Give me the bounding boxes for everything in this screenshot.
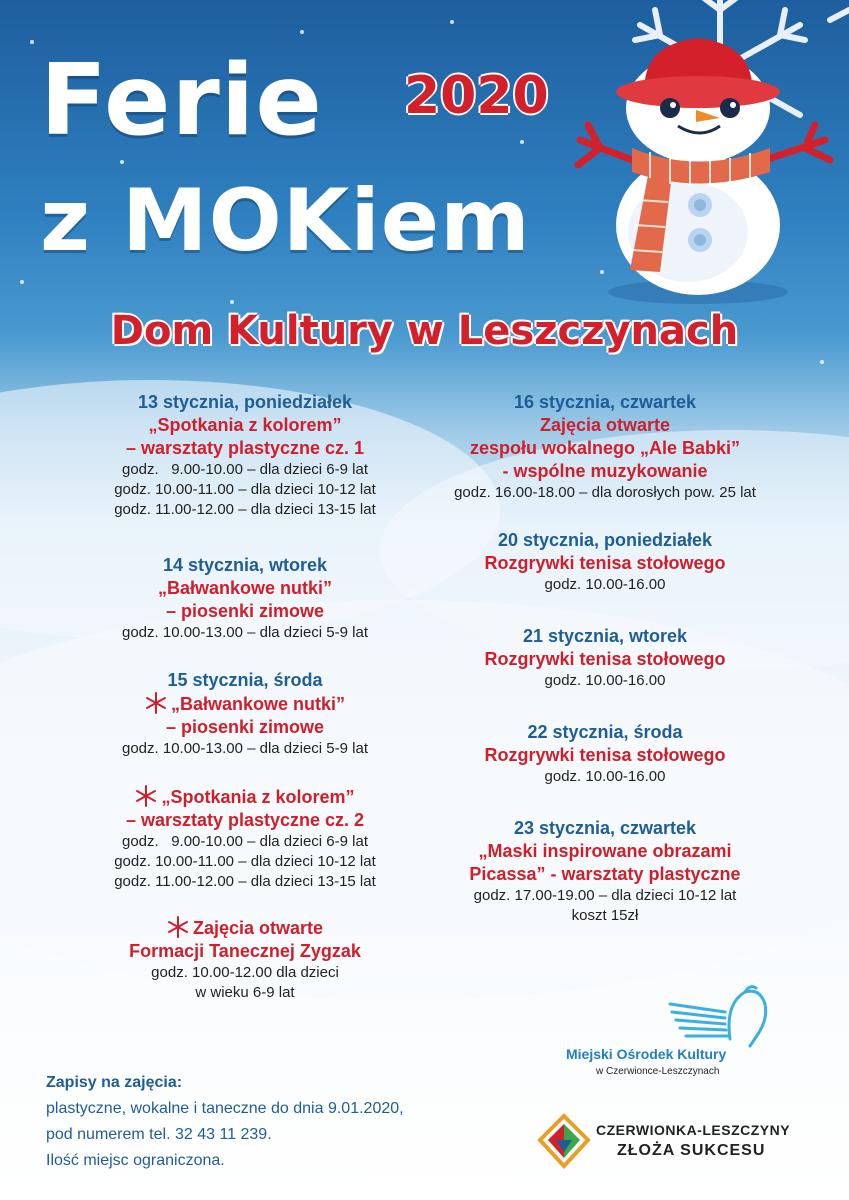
event-title: – warsztaty plastyczne cz. 1 (125, 438, 365, 458)
event-title: „Spotkania z kolorem” (148, 415, 342, 435)
event-date: 23 stycznia, czwartek (513, 818, 697, 838)
event-time: godz. 10.00-11.00 – dla dzieci 10-12 lat (114, 481, 376, 498)
event-title: „Maski inspirowane obrazami (478, 841, 732, 861)
event-title: – piosenki zimowe (165, 601, 325, 621)
event-15-jan-dance (60, 916, 430, 1003)
event-14-jan (60, 554, 430, 643)
mok-name: Miejski Ośrodek Kultury (566, 1046, 727, 1062)
event-date: 14 stycznia, wtorek (162, 555, 328, 575)
city-logo-icon (536, 1112, 592, 1170)
signup-info (46, 1070, 404, 1174)
signup-line: Ilość miejsc ograniczona. (46, 1152, 225, 1169)
city-name: CZERWIONKA-LESZCZYNY (596, 1122, 791, 1138)
event-time: godz. 16.00-18.00 – dla dorosłych pow. 25 lat (454, 484, 756, 501)
event-title-row (60, 785, 430, 809)
event-15-jan (60, 669, 430, 759)
event-16-jan (425, 391, 785, 503)
event-title: - wspólne muzykowanie (502, 461, 708, 481)
event-time: w wieku 6-9 lat (195, 984, 295, 1001)
event-time: godz. 10.00-16.00 (544, 672, 666, 689)
event-23-jan (425, 817, 785, 926)
event-22-jan (425, 721, 785, 787)
event-title: zespołu wokalnego „Ale Babki” (469, 438, 741, 458)
event-title: – piosenki zimowe (165, 717, 325, 737)
snow-dot (230, 300, 234, 304)
schedule-left-column (60, 391, 430, 1023)
event-title: Zajęcia otwarte (192, 918, 324, 938)
title-line-1: Ferie (40, 44, 323, 158)
mok-subname: w Czerwionce-Leszczynach (596, 1066, 720, 1077)
event-date: 20 stycznia, poniedziałek (497, 530, 713, 550)
event-15-jan-workshop (60, 785, 430, 892)
event-date: 22 stycznia, środa (527, 722, 683, 742)
event-title: Rozgrywki tenisa stołowego (484, 745, 726, 765)
year-label: 2020 (404, 66, 549, 126)
snow-dot (120, 160, 124, 164)
event-title-row (60, 916, 430, 940)
event-title: „Spotkania z kolorem” (161, 787, 355, 807)
event-title-row (60, 692, 430, 716)
event-title: Formacji Tanecznej Zygzak (129, 941, 361, 961)
event-21-jan (425, 625, 785, 691)
event-13-jan (60, 391, 430, 520)
snow-dot (520, 140, 524, 144)
snow-dot (30, 40, 34, 44)
snow-dot (20, 280, 24, 284)
event-time: godz. 10.00-13.00 – dla dzieci 5-9 lat (122, 624, 368, 641)
event-time: godz. 11.00-12.00 – dla dzieci 13-15 lat (114, 873, 376, 890)
snow-dot (300, 30, 304, 34)
event-time: godz. 10.00-11.00 – dla dzieci 10-12 lat (114, 853, 376, 870)
event-time: godz. 9.00-10.00 – dla dzieci 6-9 lat (122, 461, 368, 478)
event-time: godz. 11.00-12.00 – dla dzieci 13-15 lat (114, 501, 376, 518)
event-cost: koszt 15zł (571, 907, 639, 924)
event-date: 13 stycznia, poniedziałek (137, 392, 353, 412)
event-date: 16 stycznia, czwartek (513, 392, 697, 412)
event-time: godz. 10.00-16.00 (544, 576, 666, 593)
schedule-right-column (425, 391, 785, 946)
snowflake-bullet-icon (145, 692, 167, 714)
event-title: „Bałwankowe nutki” (157, 578, 333, 598)
event-title: Picassa” - warsztaty plastyczne (469, 864, 741, 884)
snow-dot (820, 360, 824, 364)
snowflake-bullet-icon (135, 785, 157, 807)
event-time: godz. 9.00-10.00 – dla dzieci 6-9 lat (122, 833, 368, 850)
event-title: Rozgrywki tenisa stołowego (484, 553, 726, 573)
subtitle: Dom Kultury w Leszczynach (110, 308, 739, 354)
signup-line: pod numerem tel. 32 43 11 239. (46, 1126, 272, 1143)
event-title: „Bałwankowe nutki” (170, 694, 346, 714)
event-title: Rozgrywki tenisa stołowego (484, 649, 726, 669)
event-20-jan (425, 529, 785, 595)
signup-heading: Zapisy na zajęcia: (46, 1074, 183, 1091)
event-title: – warsztaty plastyczne cz. 2 (125, 810, 365, 830)
signup-line: plastyczne, wokalne i taneczne do dnia 9.01.2020, (46, 1100, 404, 1117)
event-time: godz. 10.00-12.00 dla dzieci (151, 964, 339, 981)
event-time: godz. 10.00-16.00 (544, 768, 666, 785)
snow-dot (450, 20, 454, 24)
event-time: godz. 17.00-19.00 – dla dzieci 10-12 lat (473, 887, 737, 904)
snowflake-bullet-icon (167, 916, 189, 938)
event-title: Zajęcia otwarte (539, 415, 671, 435)
title-line-2: z MOKiem (40, 171, 531, 271)
city-tagline: ZŁOŻA SUKCESU (617, 1142, 766, 1159)
event-time: godz. 10.00-13.00 – dla dzieci 5-9 lat (122, 740, 368, 757)
snowman-illustration (560, 0, 849, 310)
event-date: 15 stycznia, środa (167, 670, 323, 690)
event-date: 21 stycznia, wtorek (522, 626, 688, 646)
